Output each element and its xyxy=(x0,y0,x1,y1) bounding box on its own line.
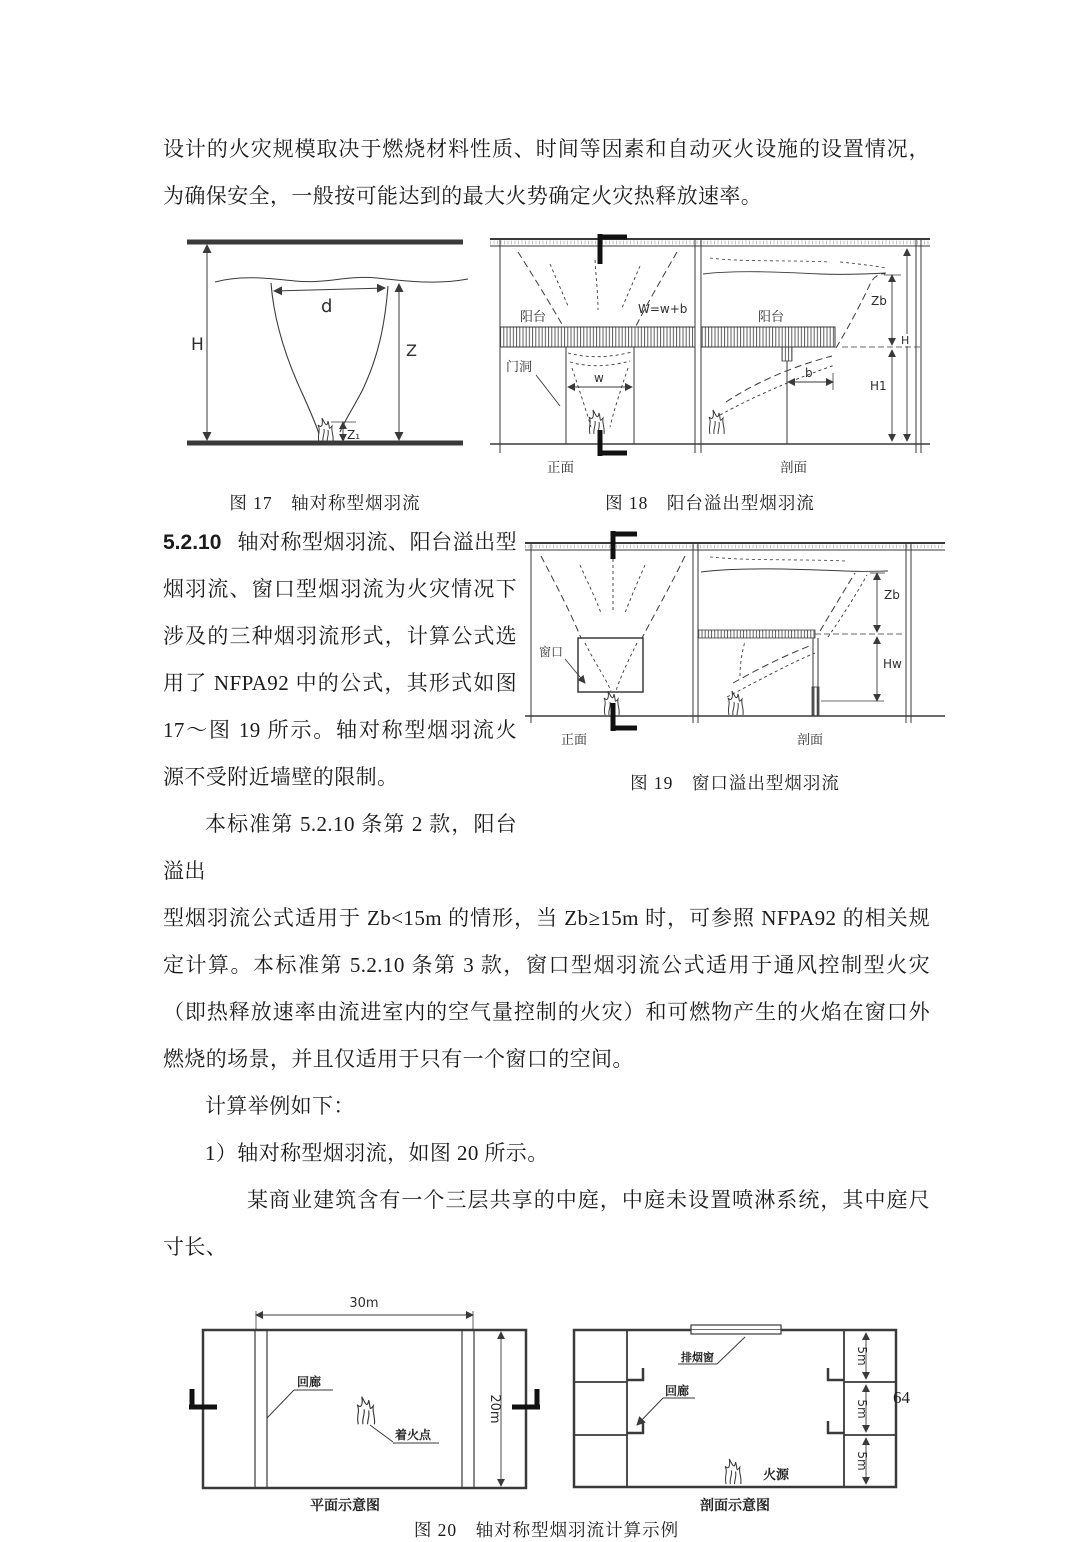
fig17-diagram xyxy=(175,234,475,486)
fig19-diagram xyxy=(525,531,945,766)
figure-19 xyxy=(525,531,945,795)
paragraph-example-desc: 某商业建筑含有一个三层共享的中庭，中庭未设置喷淋系统，其中庭尺寸长、 xyxy=(163,1188,930,1259)
fig20-plan-dimensions xyxy=(256,1311,501,1486)
figure-19-column xyxy=(517,519,945,895)
fig17-dimensions xyxy=(207,245,399,441)
fig20-floor-dim-3: 5m xyxy=(855,1451,869,1471)
figure-18 xyxy=(490,234,930,515)
clause-body: 轴对称型烟羽流、阳台溢出型烟羽流、窗口型烟羽流为火灾情况下涉及的三种烟羽流形式，计算公式选用了 NFPA92 中的公式，其形式如图 17～图 19 所示。轴对称型烟羽流火源不受附近墙壁的限制。 xyxy=(163,530,517,789)
fig19-flame-right-icon xyxy=(728,691,743,715)
fig19-section-marks xyxy=(611,531,637,731)
fig20-plan-corridor-label: 回廊 xyxy=(297,1375,322,1389)
fig17-structure xyxy=(187,242,468,443)
figure-20-row xyxy=(163,1285,930,1517)
fig18-label-Zb: Zb xyxy=(871,294,887,308)
fig18-label-door: 门洞 xyxy=(506,360,533,375)
fig20-plan-height-label: 20m xyxy=(487,1394,502,1424)
figure-17 xyxy=(175,234,475,515)
fig18-diagram xyxy=(490,234,930,486)
fig19-label-section-view: 剖面 xyxy=(797,733,824,748)
figure-18-caption: 图 18 阳台溢出型烟羽流 xyxy=(605,493,815,513)
fig19-smoke-plume xyxy=(541,556,888,697)
fig20-section-title: 剖面示意图 xyxy=(700,1498,770,1514)
fig19-label-window: 窗口 xyxy=(539,645,564,659)
figure-17-caption: 图 17 轴对称型烟羽流 xyxy=(229,493,421,513)
figures-row-17-18 xyxy=(163,234,930,515)
fig18-label-W: W=w+b xyxy=(638,302,688,316)
fig17-label-Z1: Z₁ xyxy=(347,428,361,442)
paragraph-examples-intro: 计算举例如下： xyxy=(205,1094,355,1118)
fig18-label-b: b xyxy=(805,366,813,380)
figure-19-caption: 图 19 窗口溢出型烟羽流 xyxy=(630,773,840,793)
figure-20-section xyxy=(559,1285,939,1517)
paragraph-intro: 设计的火灾规模取决于燃烧材料性质、时间等因素和自动灭火设施的设置情况，为确保安全，一般按可能达到的最大火势确定火灾热释放速率。 xyxy=(163,137,930,208)
fig19-window-leader xyxy=(565,659,585,683)
fig20-plan-diagram xyxy=(173,1285,553,1517)
fig18-label-balcony-right: 阳台 xyxy=(758,310,785,325)
fig17-label-Z: Z xyxy=(406,341,417,360)
fig17-label-H: H xyxy=(191,335,204,355)
fig20-section-vent-label: 排烟窗 xyxy=(681,1351,714,1364)
figure-20-caption: 图 20 轴对称型烟羽流计算示例 xyxy=(413,1520,680,1540)
fig19-label-front-view: 正面 xyxy=(561,733,588,748)
fig20-section-diagram xyxy=(559,1285,939,1517)
fig18-label-w: w xyxy=(594,371,604,385)
paragraph-example-1: 1）轴对称型烟羽流，如图 20 所示。 xyxy=(205,1141,549,1165)
fig20-floor-dim-2: 5m xyxy=(855,1399,869,1419)
fig20-plan-width-label: 30m xyxy=(349,1296,379,1311)
fig20-floor-dim-1: 5m xyxy=(855,1346,869,1366)
fig20-section-flame-icon xyxy=(725,1459,741,1484)
figure-20-plan xyxy=(173,1285,553,1517)
fig18-label-section-view: 剖面 xyxy=(780,460,807,476)
fig17-flame-icon xyxy=(318,418,333,442)
fig19-label-Zb: Zb xyxy=(884,588,900,602)
fig18-label-H1: H1 xyxy=(870,379,887,393)
fig18-door-leader xyxy=(536,375,560,406)
section-5-2-10-row xyxy=(163,519,930,895)
fig20-section-fire-label: 火源 xyxy=(763,1468,790,1483)
paragraph-2-rest: 型烟羽流公式适用于 Zb<15m 的情形，当 Zb≥15m 时，可参照 NFPA92 的相关规定计算。本标准第 5.2.10 条第 3 款，窗口型烟羽流公式适用于通风控制型火灾（即热释放速率由流进室内的空气量控制的火灾）和可燃物产生的火焰在窗口外燃烧的场景，并且仅适用于只有一个窗口的空间。 xyxy=(163,906,930,1071)
fig20-plan-title: 平面示意图 xyxy=(310,1498,380,1514)
fig20-plan-ignition-label: 着火点 xyxy=(395,1428,432,1442)
clause-number: 5.2.10 xyxy=(163,531,222,554)
fig18-label-H: H xyxy=(901,334,910,347)
fig20-plan-structure xyxy=(203,1330,526,1488)
paragraph-2-start: 本标准第 5.2.10 条第 2 款，阳台溢出 xyxy=(163,812,517,883)
fig20-plan-flame-icon xyxy=(357,1397,374,1425)
fig19-label-Hw: Hw xyxy=(883,657,902,671)
fig18-label-front-view: 正面 xyxy=(547,460,574,476)
fig20-section-corridor-label: 回廊 xyxy=(665,1384,690,1398)
section-5-2-10-text xyxy=(163,519,517,895)
clause-paragraph xyxy=(163,519,517,801)
page-number: 64 xyxy=(893,1388,910,1407)
fig18-label-balcony-left: 阳台 xyxy=(520,310,547,325)
fig17-label-d: d xyxy=(321,296,333,317)
